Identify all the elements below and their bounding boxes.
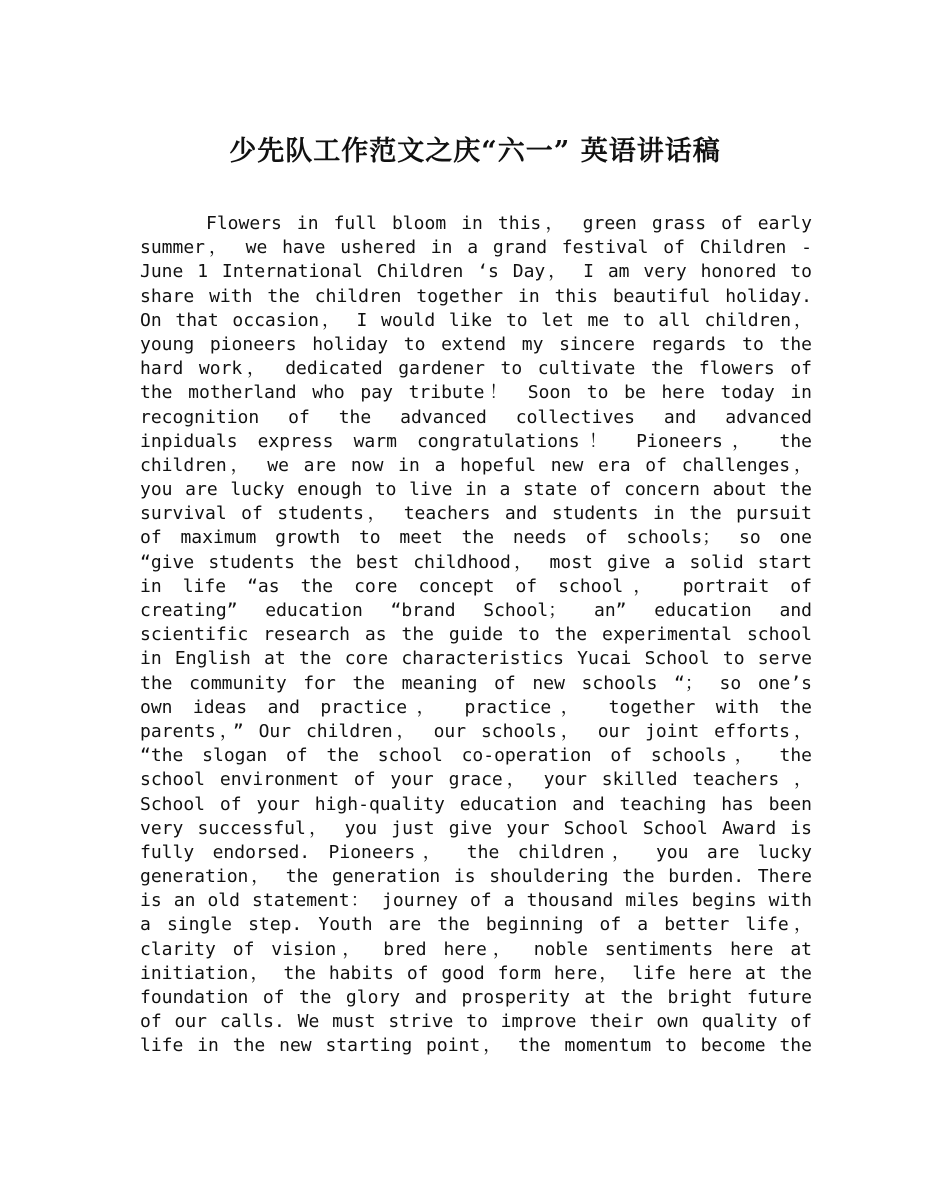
body-line: very successful， you just give your School School Award is	[140, 817, 812, 839]
body-line: in English at the core characteristics Yucai School to serve	[140, 648, 812, 670]
document-body	[140, 212, 812, 1059]
body-line: survival of students， teachers and students in the pursuit	[140, 503, 812, 525]
body-line: share with the children together in this beautiful holiday.	[140, 285, 812, 307]
body-line: is an old statement： journey of a thousand miles begins with	[140, 890, 812, 912]
body-line: clarity of vision， bred here， noble sentiments here at	[140, 938, 812, 960]
body-line: you are lucky enough to live in a state of concern about the	[140, 479, 812, 501]
body-line: young pioneers holiday to extend my sincere regards to the	[140, 333, 812, 355]
document-title: 少先队工作范文之庆“六一” 英语讲话稿	[229, 136, 721, 167]
body-line: of our calls. We must strive to improve their own quality of	[140, 1011, 812, 1033]
body-line: “the slogan of the school co-operation of schools， the	[140, 745, 812, 767]
body-line: children， we are now in a hopeful new era of challenges，	[140, 454, 812, 476]
body-line: creating” education “brand School； an” education and	[140, 600, 812, 621]
body-line: initiation， the habits of good form here， life here at the	[140, 962, 812, 984]
body-line: a single step. Youth are the beginning of a better life，	[140, 914, 812, 936]
body-line: parents，” Our children， our schools， our joint efforts，	[140, 720, 812, 742]
body-line: “give students the best childhood， most give a solid start	[140, 551, 812, 573]
body-line: generation， the generation is shouldering the burden. There	[140, 866, 812, 888]
body-line: recognition of the advanced collectives and advanced	[140, 406, 812, 428]
body-line: scientific research as the guide to the experimental school	[140, 624, 812, 646]
body-line: fully endorsed. Pioneers， the children， you are lucky	[140, 841, 812, 863]
body-line: June 1 International Children ‘s Day， I am very honored to	[140, 261, 812, 283]
body-line: school environment of your grace， your skilled teachers ，	[140, 769, 812, 791]
body-line: in life “as the core concept of school， portrait of	[140, 575, 812, 597]
body-line: hard work， dedicated gardener to cultivate the flowers of	[140, 358, 812, 380]
body-line: the motherland who pay tribute！ Soon to be here today in	[140, 382, 812, 404]
body-line: foundation of the glory and prosperity at the bright future	[140, 987, 812, 1008]
body-line: School of your high-quality education and teaching has been	[140, 793, 812, 815]
body-line: summer， we have ushered in a grand festival of Children -	[140, 237, 812, 259]
body-line: inpiduals express warm congratulations！ Pioneers， the	[140, 430, 812, 452]
body-line: the community for the meaning of new schools “； so one’s	[140, 672, 812, 694]
body-line: own ideas and practice， practice， together with the	[140, 696, 812, 718]
body-line: of maximum growth to meet the needs of schools； so one	[140, 527, 812, 549]
body-line: life in the new starting point， the momentum to become the	[140, 1035, 812, 1057]
body-line: Flowers in full bloom in this， green grass of early	[206, 213, 812, 234]
body-line: On that occasion， I would like to let me to all children，	[140, 309, 812, 331]
